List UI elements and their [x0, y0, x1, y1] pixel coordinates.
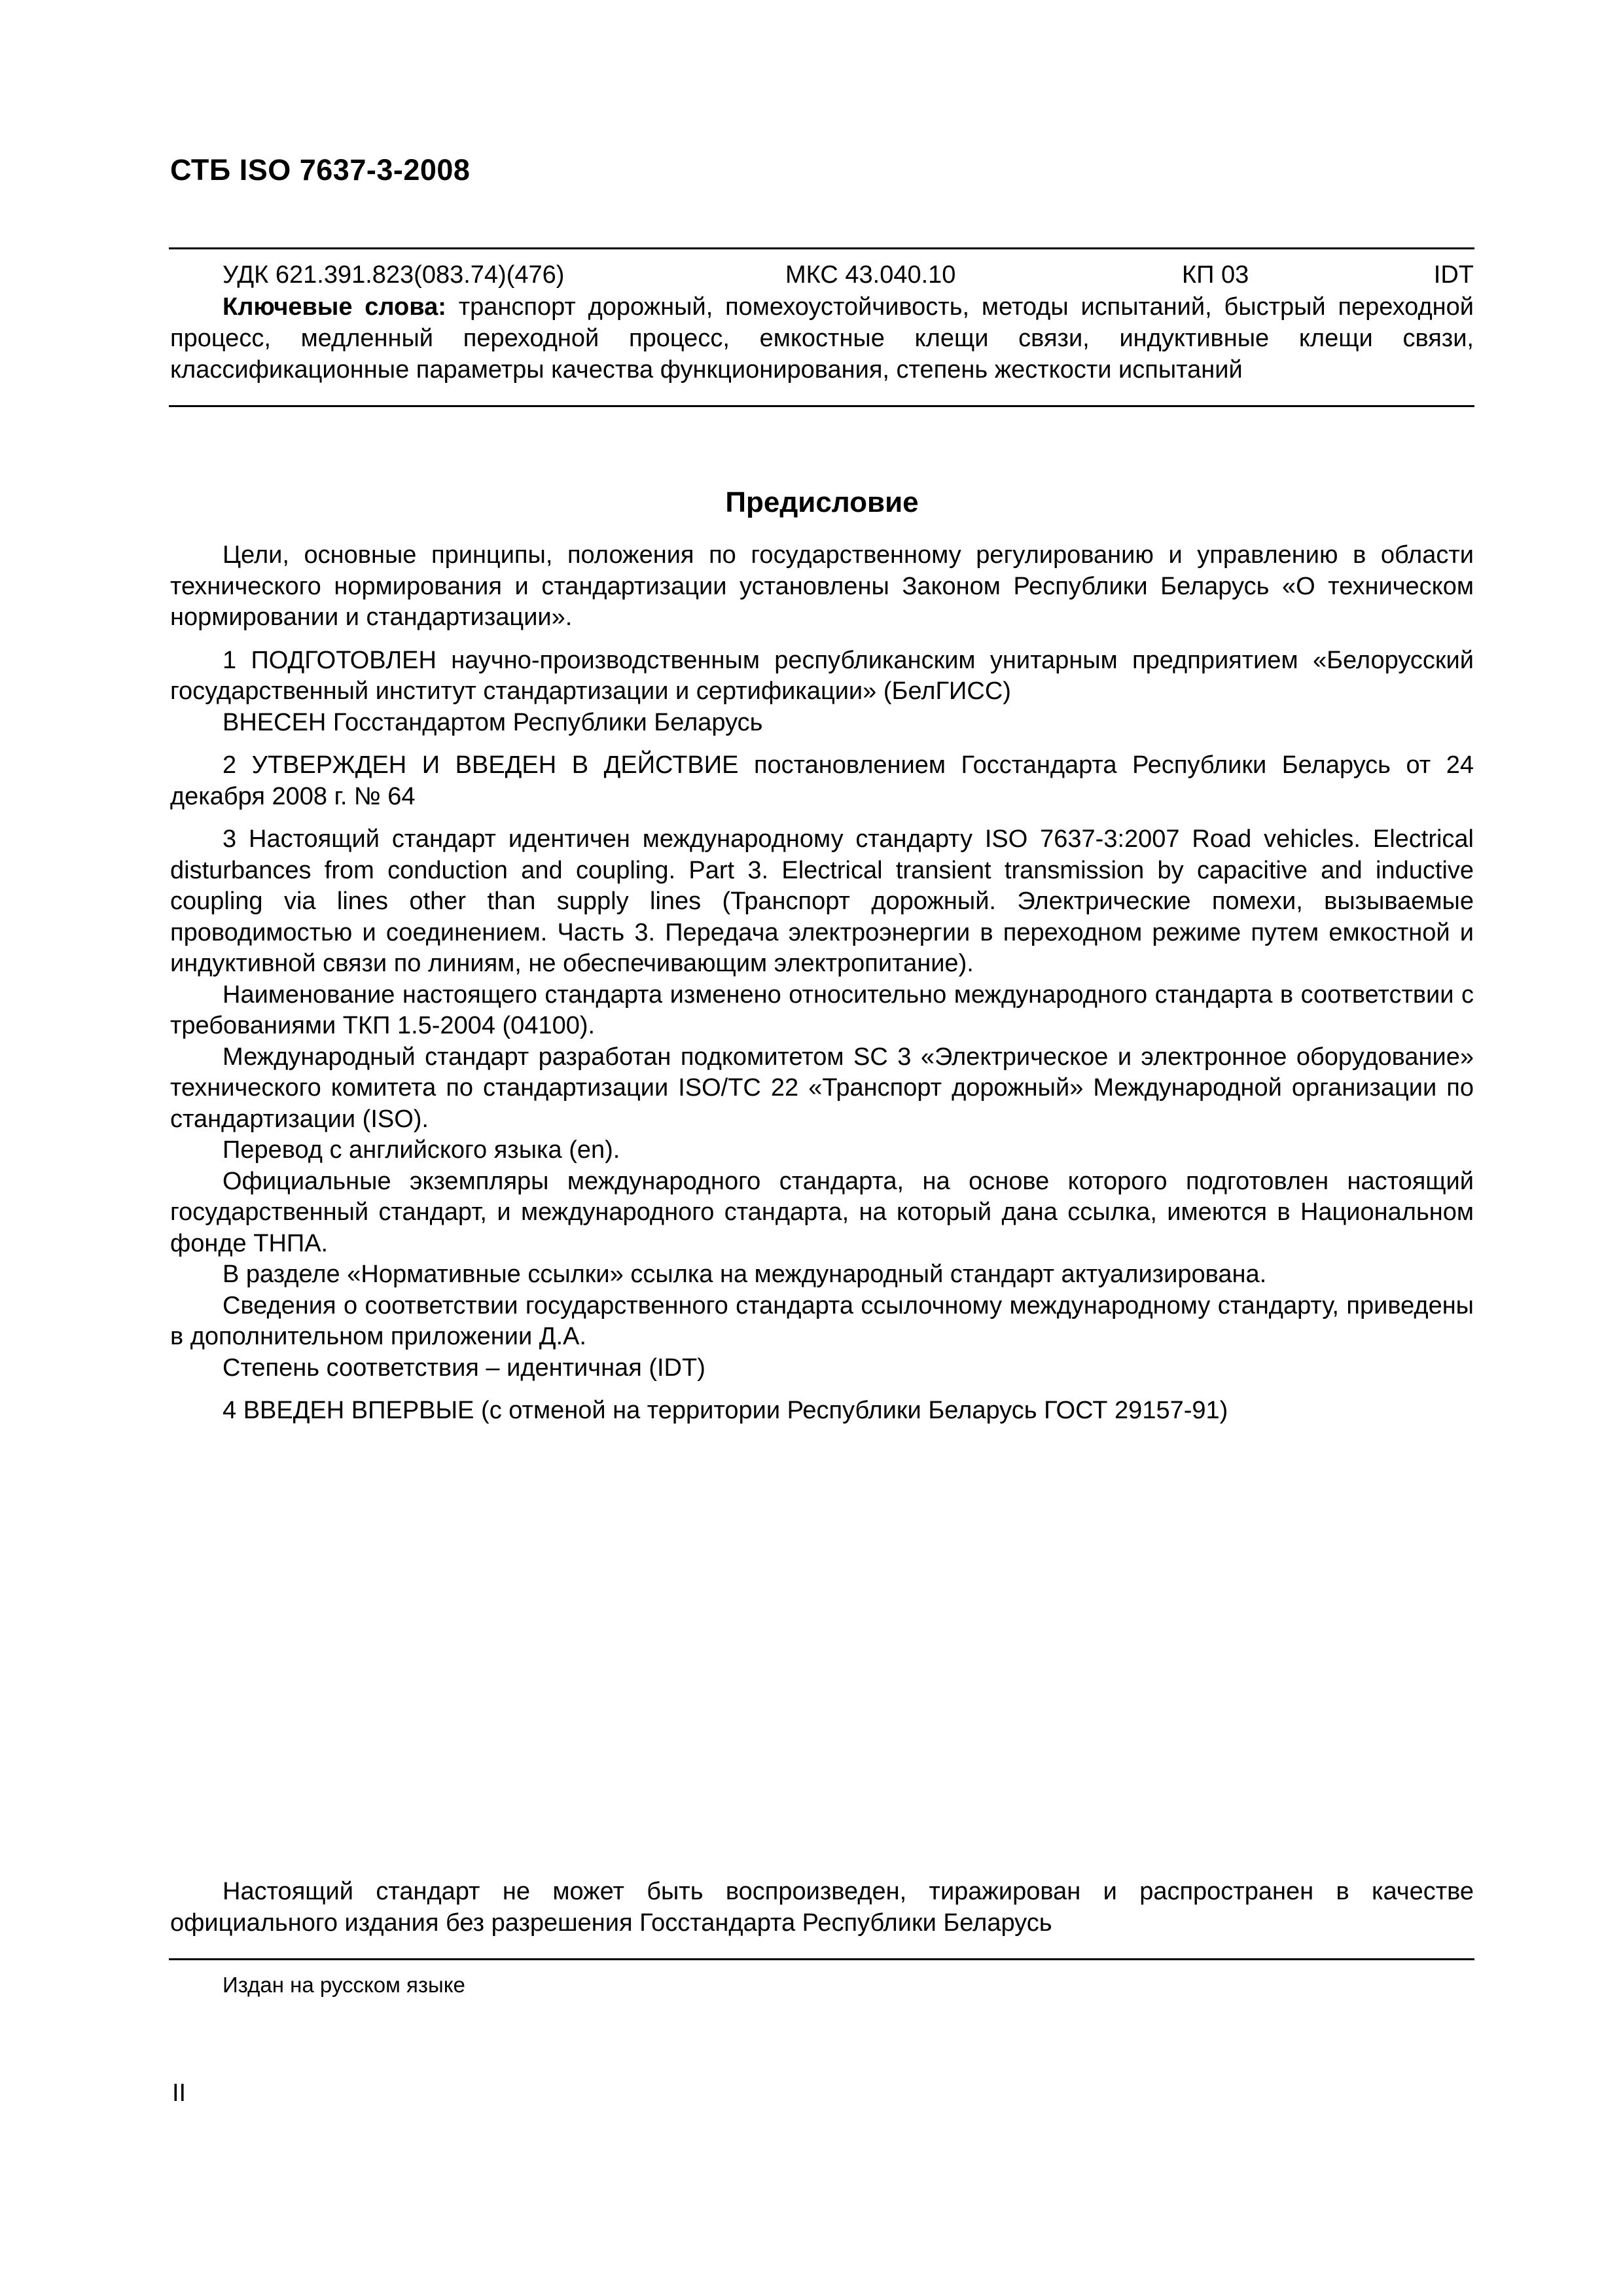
paragraph-translation: Перевод с английского языка (en).	[223, 1136, 620, 1164]
mks-code: МКС 43.040.10	[785, 261, 956, 289]
paragraph-degree: Степень соответствия – идентичная (IDT)	[223, 1354, 705, 1382]
footer-divider	[169, 1958, 1474, 1960]
paragraph-introduced: 4 ВВЕДЕН ВПЕРВЫЕ (с отменой на территории Республики Беларусь ГОСТ 29157-91)	[223, 1397, 1228, 1424]
idt-code: IDT	[1433, 261, 1474, 289]
paragraph-goals: Цели, основные принципы, положения по государственному регулированию и управлению в области технического нормирования и стандартизации установлены Законом Республики Беларусь «О техническом нормировании и стандартизации».	[170, 541, 1474, 631]
classification-row	[223, 258, 1474, 292]
paragraph-references: В разделе «Нормативные ссылки» ссылка на международный стандарт актуализирована.	[223, 1261, 1267, 1288]
keywords-text: транспорт дорожный, помехоустойчивость, методы испытаний, быстрый переходной процесс, медленный переходной процесс, емкостные клещи связи, индуктивные клещи связи, классификационные параметры качества функционирования, степень жесткости испытаний	[170, 293, 1474, 384]
kp-code: КП 03	[1182, 261, 1249, 289]
keywords-label: Ключевые слова:	[223, 293, 446, 321]
foreword-title: Предисловие	[725, 486, 919, 518]
issued-language: Издан на русском языке	[223, 1973, 465, 1997]
foreword-body	[170, 540, 1474, 1427]
paragraph-identical: 3 Настоящий стандарт идентичен международному стандарту ISO 7637-3:2007 Road vehicles. Electrical disturbances from conduction and coupling. Part 3. Electrical transient transmission by capacitive and inductive coupling via lines other than supply lines (Транспорт дорожный. Электрические помехи, вызываемые проводимостью и соединением. Часть 3. Передача электроэнергии в переходном режиме путем емкостной и индуктивной связи по линиям, не обеспечивающим электропитание).	[170, 825, 1474, 977]
paragraph-approved: 2 УТВЕРЖДЕН И ВВЕДЕН В ДЕЙСТВИЕ постановлением Госстандарта Республики Беларусь от 24 декабря 2008 г. № 64	[170, 751, 1474, 810]
udk-code: УДК 621.391.823(083.74)(476)	[223, 261, 565, 289]
page-number: II	[172, 2079, 187, 2107]
paragraph-official-copies: Официальные экземпляры международного стандарта, на основе которого подготовлен настоящий государственный стандарт, и международного стандарта, на который дана ссылка, имеются в Национальном фонде ТНПА.	[170, 1167, 1474, 1257]
paragraph-name-changed: Наименование настоящего стандарта изменено относительно международного стандарта в соответствии с требованиями ТКП 1.5-2004 (04100).	[170, 980, 1474, 1039]
reproduction-note: Настоящий стандарт не может быть воспроизведен, тиражирован и распространен в качестве официального издания без разрешения Госстандарта Республики Беларусь	[170, 1878, 1474, 1937]
keywords-block	[170, 291, 1474, 386]
standard-code: СТБ ISO 7637-3-2008	[170, 153, 471, 187]
paragraph-submitted: ВНЕСЕН Госстандартом Республики Беларусь	[223, 708, 763, 736]
top-divider	[169, 247, 1474, 249]
paragraph-correspondence: Сведения о соответствии государственного стандарта ссылочному международному стандарту, приведены в дополнительном приложении Д.А.	[170, 1291, 1474, 1350]
paragraph-prepared: 1 ПОДГОТОВЛЕН научно-производственным республиканским унитарным предприятием «Белорусский государственный институт стандартизации и сертификации» (БелГИСС)	[170, 646, 1474, 705]
paragraph-developed-by: Международный стандарт разработан подкомитетом SC 3 «Электрическое и электронное оборудование» технического комитета по стандартизации ISO/TC 22 «Транспорт дорожный» Международной организации по стандартизации (ISO).	[170, 1043, 1474, 1133]
keywords-divider	[169, 405, 1474, 407]
